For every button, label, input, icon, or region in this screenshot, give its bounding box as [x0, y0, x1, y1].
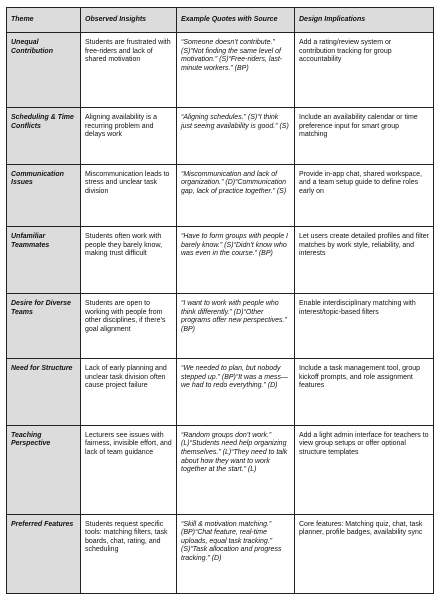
insight-cell: Lecturers see issues with fairness, invisible effort, and lack of team guidance: [81, 425, 177, 514]
table-row: [7, 358, 434, 425]
header-theme: Theme: [7, 8, 81, 33]
findings-table: [6, 7, 434, 594]
table-row: [7, 108, 434, 164]
header-insights: Observed Insights: [81, 8, 177, 33]
quote-cell: “I want to work with people who think differently.” (D)“Other programs offer new perspectives.” (BP): [177, 294, 295, 359]
table-row: [7, 164, 434, 227]
quote-cell: “Skill & motivation matching.” (BP)“Chat feature, real-time uploads, equal task tracking.” (S)“Task allocation and progress tracking.” (D): [177, 514, 295, 593]
theme-cell: Scheduling & Time Conflicts: [7, 108, 81, 164]
implication-cell: Include a task management tool, group kickoff prompts, and role assignment features: [295, 358, 434, 425]
table-row: [7, 33, 434, 108]
table-row: [7, 425, 434, 514]
implication-cell: Provide in-app chat, shared workspace, and a team setup guide to define roles early on: [295, 164, 434, 227]
implication-cell: Add a rating/review system or contribution tracking for group accountability: [295, 33, 434, 108]
insight-cell: Aligning availability is a recurring problem and delays work: [81, 108, 177, 164]
theme-cell: Desire for Diverse Teams: [7, 294, 81, 359]
implication-cell: Core features: Matching quiz, chat, task planner, profile badges, availability sync: [295, 514, 434, 593]
quote-cell: “Miscommunication and lack of organization.” (D)“Communication gap, lack of practice together.” (S): [177, 164, 295, 227]
quote-cell: “Someone doesn’t contribute.” (S)“Not finding the same level of motivation.” (S)“Free-riders, last-minute workers.” (BP): [177, 33, 295, 108]
insight-cell: Students are open to working with people from other disciplines, if there’s goal alignment: [81, 294, 177, 359]
theme-cell: Teaching Perspective: [7, 425, 81, 514]
insight-cell: Miscommunication leads to stress and unclear task division: [81, 164, 177, 227]
table-row: [7, 294, 434, 359]
theme-cell: Unfamiliar Teammates: [7, 227, 81, 294]
table-row: [7, 227, 434, 294]
theme-cell: Need for Structure: [7, 358, 81, 425]
theme-cell: Preferred Features: [7, 514, 81, 593]
header-row: [7, 8, 434, 33]
theme-cell: Communication Issues: [7, 164, 81, 227]
insight-cell: Students are frustrated with free-riders and lack of shared motivation: [81, 33, 177, 108]
quote-cell: “Random groups don’t work.” (L)“Students need help organizing themselves.” (L)“They need to talk about how they want to work together at the start.” (L): [177, 425, 295, 514]
quote-cell: “We needed to plan, but nobody stepped up.” (BP)“It was a mess—we had to redo everything.” (D): [177, 358, 295, 425]
implication-cell: Enable interdisciplinary matching with interest/topic-based filters: [295, 294, 434, 359]
header-implications: Design Implications: [295, 8, 434, 33]
insight-cell: Lack of early planning and unclear task division often cause project failure: [81, 358, 177, 425]
header-quotes: Example Quotes with Source: [177, 8, 295, 33]
table-row: [7, 514, 434, 593]
findings-table-document: [6, 7, 433, 594]
insight-cell: Students request specific tools: matching filters, task boards, chat, rating, and scheduling: [81, 514, 177, 593]
insight-cell: Students often work with people they barely know, making trust difficult: [81, 227, 177, 294]
quote-cell: “Aligning schedules.” (S)“I think just seeing availability is good.” (S): [177, 108, 295, 164]
implication-cell: Include an availability calendar or time preference input for smart group matching: [295, 108, 434, 164]
theme-cell: Unequal Contribution: [7, 33, 81, 108]
implication-cell: Add a light admin interface for teachers to view group setups or offer optional structure templates: [295, 425, 434, 514]
quote-cell: “Have to form groups with people I barely know.” (S)“Didn’t know who was even in the course.” (BP): [177, 227, 295, 294]
implication-cell: Let users create detailed profiles and filter matches by work style, reliability, and interests: [295, 227, 434, 294]
